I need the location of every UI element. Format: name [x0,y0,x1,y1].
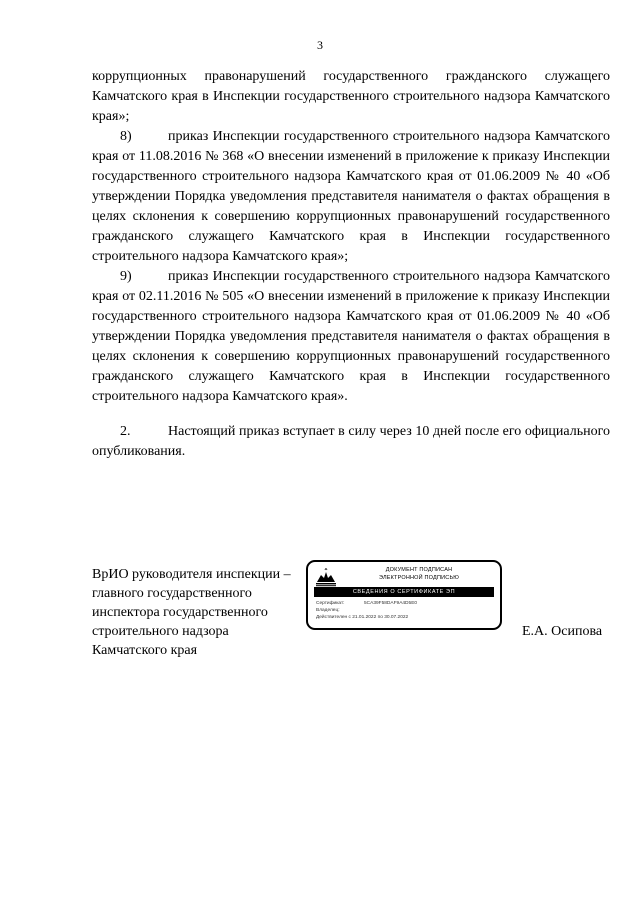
certificate-row [316,600,494,607]
item-text: приказ Инспекции государственного строительного надзора Камчатского края от 02.11.2016 № 505 «О внесении изменений в приложение к приказу Инспекции государственного строительного надзора Камчатского края от 01.06.2009 № 40 «Об утверждении Порядка уведомления представителя нанимателя о фактах обращения в целях склонения к совершению коррупционных правонарушений государственного гражданского служащего Камчатского края в Инспекции государственного строительного надзора Камчатского края». [92,269,610,404]
item-text: приказ Инспекции государственного строительного надзора Камчатского края от 11.08.2016 № 368 «О внесении изменений в приложение к приказу Инспекции государственного строительного надзора Камчатского края от 01.06.2009 № 40 «Об утверждении Порядка уведомления представителя нанимателя о фактах обращения в целях склонения к совершению коррупционных правонарушений государственного гражданского служащего Камчатского края в Инспекции государственного строительного надзора Камчатского края»; [92,129,610,264]
electronic-signature-stamp [306,560,502,630]
signatory-name: Е.А. Осипова [522,624,603,639]
list-item [92,267,610,407]
page-number: 3 [317,38,323,52]
list-item [92,127,610,267]
certificate-value: 5CA39F58DAF9A4D5E0 [364,601,418,606]
validity-row [316,614,494,621]
certificate-details [316,600,494,621]
owner-label: Владелец: [316,608,340,613]
stamp-title-line: ЭЛЕКТРОННОЙ ПОДПИСЬЮ [378,575,460,581]
position-line: ВрИО руководителя инспекции – [92,567,291,582]
stamp-title [344,566,494,582]
document-body [92,67,610,462]
item-number: 9) [120,269,132,284]
intro-paragraph: коррупционных правонарушений государственного гражданского служащего Камчатского края в Инспекции государственного строительного надзора Камчатского края»; [92,69,610,124]
signatory-position [92,565,306,660]
position-line: инспектора государственного [92,605,268,620]
item-number: 8) [120,129,132,144]
closing-text: Настоящий приказ вступает в силу через 10 дней после его официального опубликования. [92,424,610,459]
position-line: Камчатского края [92,643,198,658]
certificate-label: Сертификат: [316,601,345,606]
position-line: строительного надзора [92,624,229,639]
coat-of-arms-icon [315,567,337,587]
certificate-header: СВЕДЕНИЯ О СЕРТИФИКАТЕ ЭП [314,587,494,597]
closing-paragraph [92,422,610,462]
stamp-title-line: ДОКУМЕНТ ПОДПИСАН [385,567,453,573]
validity-label: Действителен с 21.01.2022 по 30.07.2022 [316,615,409,620]
closing-number: 2. [120,424,131,439]
position-line: главного государственного [92,586,252,601]
owner-row [316,607,494,614]
